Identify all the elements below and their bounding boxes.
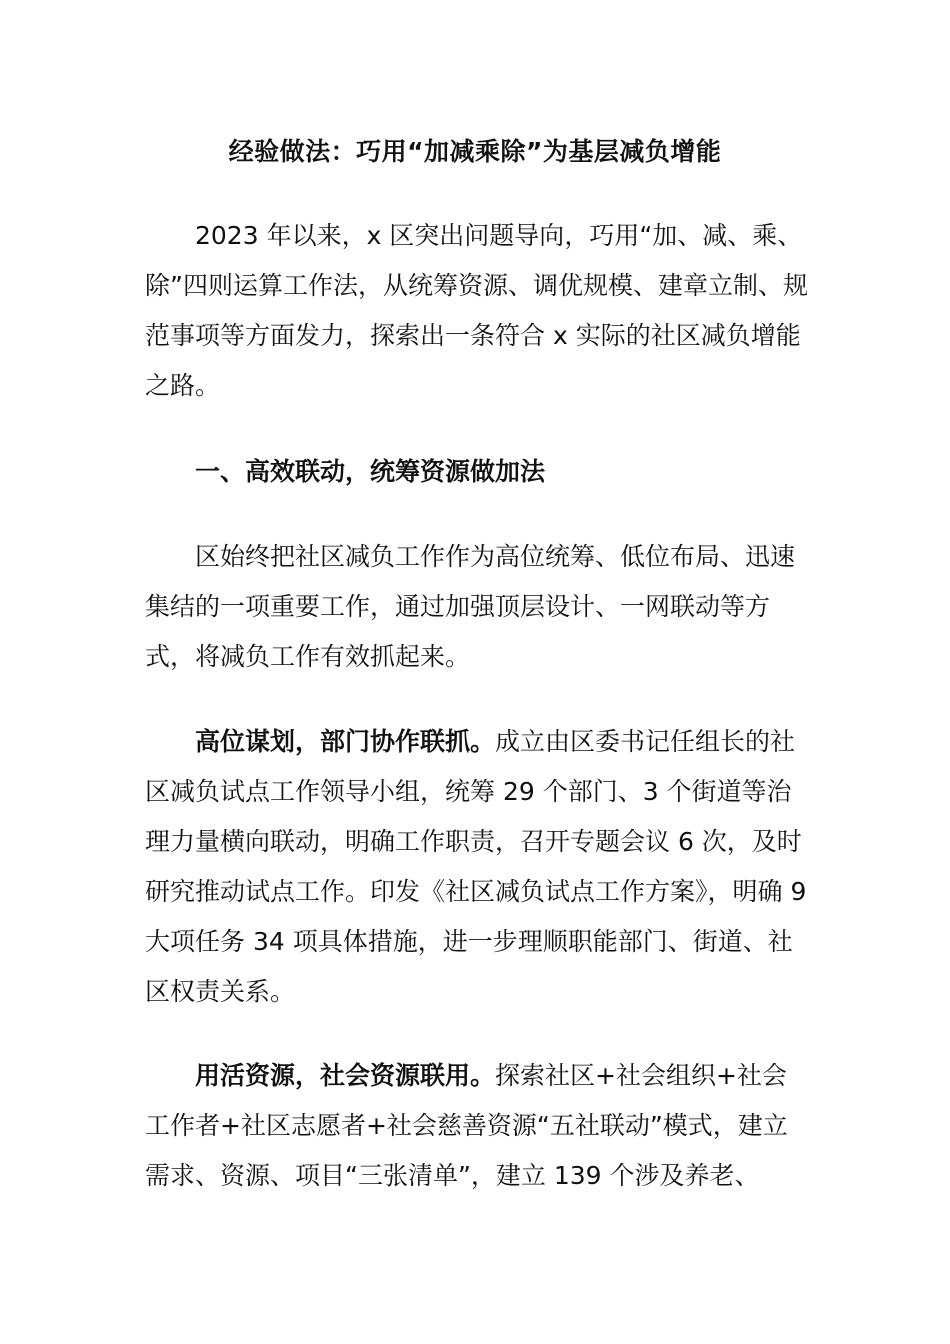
intro-paragraph: 2023 年以来，x 区突出问题导向，巧用“加、减、乘、除”四则运算工作法，从统筹资源、调优规模、建章立制、规范事项等方面发力，探索出一条符合 x 实际的社区减负增能之路。 — [145, 221, 808, 400]
document-title: 经验做法：巧用“加减乘除”为基层减负增能 — [228, 137, 722, 166]
item2-lead: 用活资源，社会资源联用。 — [195, 1061, 496, 1090]
section1-paragraph: 区始终把社区减负工作作为高位统筹、低位布局、迅速集结的一项重要工作，通过加强顶层设计、一网联动等方式，将减负工作有效抓起来。 — [145, 542, 796, 671]
item1-body: 成立由区委书记任组长的社区减负试点工作领导小组，统筹 29 个部门、3 个街道等治理力量横向联动，明确工作职责，召开专题会议 6 次，及时研究推动试点工作。印发《社区减负试点工作方案》，明确 9 大项任务 34 项具体措施，进一步理顺职能部门、街道、社区权责关系。 — [145, 727, 807, 1006]
item2-paragraph — [145, 1051, 810, 1201]
item1-paragraph — [145, 717, 810, 1017]
item2-body: 探索社区+社会组织+社会工作者+社区志愿者+社会慈善资源“五社联动”模式，建立需求、资源、项目“三张清单”，建立 139 个涉及养老、 — [145, 1061, 788, 1190]
item1-lead: 高位谋划，部门协作联抓。 — [195, 727, 496, 756]
section-heading-1: 一、高效联动，统筹资源做加法 — [195, 457, 546, 486]
